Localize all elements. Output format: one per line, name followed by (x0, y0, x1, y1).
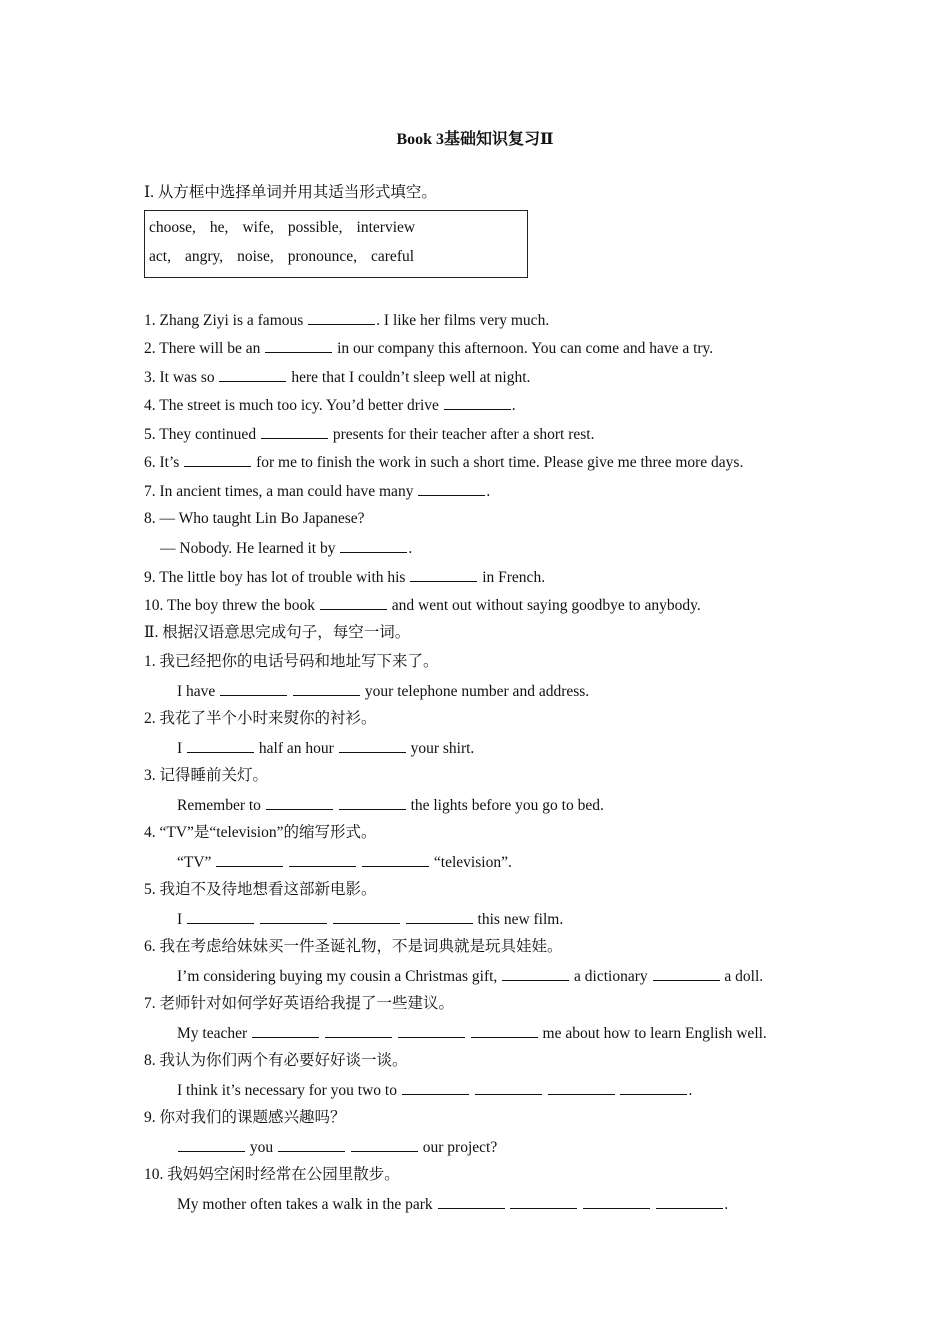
question-text: . (486, 483, 491, 500)
answer-blank[interactable] (325, 1023, 392, 1038)
question-text: 9. The little boy has lot of trouble with his (144, 569, 410, 586)
sentence-text (616, 1082, 620, 1099)
sentence-text: I have (177, 683, 220, 700)
word-box-word: careful (371, 248, 415, 265)
question-1 (144, 310, 549, 331)
word-box-word: pronounce, (287, 248, 358, 265)
sentence-text (357, 854, 361, 871)
question-text: 5. They continued (144, 426, 260, 443)
question-9 (144, 567, 545, 588)
translation-5-english (177, 909, 563, 930)
translation-7-chinese: 7. 老师针对如何学好英语给我提了一些建议。 (144, 995, 455, 1012)
sentence-text: My mother often takes a walk in the park (177, 1196, 437, 1213)
word-box-word: noise, (237, 248, 274, 265)
sentence-text: a dictionary (570, 968, 652, 985)
sentence-text (506, 1196, 510, 1213)
translation-5-chinese: 5. 我迫不及待地想看这部新电影。 (144, 881, 377, 898)
question-8-answer (160, 538, 412, 559)
question-3 (144, 367, 530, 388)
sentence-text: I’m considering buying my cousin a Christmas gift, (177, 968, 502, 985)
translation-8-chinese: 8. 我认为你们两个有必要好好谈一谈。 (144, 1052, 408, 1069)
answer-blank[interactable] (620, 1080, 687, 1095)
answer-blank[interactable] (351, 1137, 418, 1152)
answer-blank[interactable] (471, 1023, 538, 1038)
sentence-text (328, 911, 332, 928)
sentence-text (651, 1196, 655, 1213)
translation-4-english (177, 852, 512, 873)
answer-blank[interactable] (418, 481, 485, 496)
answer-blank[interactable] (548, 1080, 615, 1095)
sentence-text: I think it’s necessary for you two to (177, 1082, 401, 1099)
word-box-word: act, (149, 248, 171, 265)
page-title: Book 3基础知识复习Ⅱ (396, 131, 554, 148)
answer-blank[interactable] (406, 909, 473, 924)
question-7 (144, 481, 490, 502)
question-5 (144, 424, 594, 445)
answer-blank[interactable] (278, 1137, 345, 1152)
sentence-text: My teacher (177, 1025, 252, 1042)
question-text: 2. There will be an (144, 340, 265, 357)
sentence-text: . (688, 1082, 693, 1099)
sentence-text (543, 1082, 547, 1099)
sentence-text (401, 911, 405, 928)
question-2 (144, 338, 713, 359)
answer-blank[interactable] (265, 338, 332, 353)
answer-blank[interactable] (260, 909, 327, 924)
question-text: 8. — Who taught Lin Bo Japanese? (144, 510, 365, 527)
translation-6-english (177, 966, 763, 987)
translation-8-english (177, 1080, 692, 1101)
question-text: here that I couldn’t sleep well at night. (287, 369, 531, 386)
sentence-text: “television”. (430, 854, 512, 871)
sentence-text: you (246, 1139, 277, 1156)
translation-10-chinese: 10. 我妈妈空闲时经常在公园里散步。 (144, 1166, 400, 1183)
word-box-row-2 (149, 248, 428, 266)
sentence-text (578, 1196, 582, 1213)
sentence-text (288, 683, 292, 700)
sentence-text: your shirt. (406, 740, 475, 757)
sentence-text: “TV” (177, 854, 216, 871)
translation-1-chinese: 1. 我已经把你的电话号码和地址写下来了。 (144, 653, 439, 670)
question-text: 3. It was so (144, 369, 219, 386)
word-box-word: possible, (287, 219, 343, 236)
question-text: and went out without saying goodbye to anybody. (387, 597, 701, 614)
answer-blank[interactable] (339, 795, 406, 810)
answer-blank[interactable] (362, 852, 429, 867)
answer-blank[interactable] (219, 367, 286, 382)
word-box-word: choose, (149, 219, 196, 236)
sentence-text: the lights before you go to bed. (406, 797, 604, 814)
question-4 (144, 395, 516, 416)
question-text: 1. Zhang Ziyi is a famous (144, 312, 308, 329)
question-text: 6. It’s (144, 454, 184, 471)
answer-blank[interactable] (308, 310, 375, 325)
sentence-text: our project? (418, 1139, 498, 1156)
answer-blank[interactable] (220, 681, 287, 696)
answer-blank[interactable] (402, 1080, 469, 1095)
answer-blank[interactable] (398, 1023, 465, 1038)
word-box-word: interview (356, 219, 416, 236)
question-text: in French. (478, 569, 546, 586)
answer-blank[interactable] (475, 1080, 542, 1095)
sentence-text: I (177, 740, 187, 757)
answer-blank[interactable] (187, 909, 254, 924)
question-text: in our company this afternoon. You can come and have a try. (333, 340, 714, 357)
question-text: . (511, 397, 516, 414)
answer-blank[interactable] (289, 852, 356, 867)
answer-blank[interactable] (339, 738, 406, 753)
answer-blank[interactable] (261, 424, 328, 439)
sentence-text: your telephone number and address. (361, 683, 590, 700)
word-box (144, 210, 528, 278)
question-10 (144, 595, 701, 616)
question-text: — Nobody. He learned it by (160, 540, 340, 557)
sentence-text: a doll. (720, 968, 764, 985)
translation-7-english (177, 1023, 767, 1044)
answer-blank[interactable] (216, 852, 283, 867)
translation-3-chinese: 3. 记得睡前关灯。 (144, 767, 269, 784)
word-box-word: wife, (242, 219, 274, 236)
answer-blank[interactable] (438, 1194, 505, 1209)
sentence-text (470, 1082, 474, 1099)
question-text: 7. In ancient times, a man could have many (144, 483, 418, 500)
word-box-row-1 (149, 219, 429, 237)
sentence-text (466, 1025, 470, 1042)
translation-10-english (177, 1194, 728, 1215)
question-8 (144, 509, 365, 529)
answer-blank[interactable] (656, 1194, 723, 1209)
answer-blank[interactable] (184, 452, 251, 467)
section1-heading: Ⅰ. 从方框中选择单词并用其适当形式填空。 (144, 184, 437, 201)
translation-2-english (177, 738, 474, 759)
question-text: for me to finish the work in such a short time. Please give me three more days. (252, 454, 744, 471)
answer-blank[interactable] (510, 1194, 577, 1209)
sentence-text (255, 911, 259, 928)
sentence-text (320, 1025, 324, 1042)
translation-1-english (177, 681, 589, 702)
translation-6-chinese: 6. 我在考虑给妹妹买一件圣诞礼物，不是词典就是玩具娃娃。 (144, 938, 563, 955)
question-text: 4. The street is much too icy. You’d better drive (144, 397, 443, 414)
question-text: . I like her films very much. (376, 312, 550, 329)
sentence-text (346, 1139, 350, 1156)
section2-heading: Ⅱ. 根据汉语意思完成句子，每空一词。 (144, 624, 411, 641)
sentence-text: . (724, 1196, 729, 1213)
translation-3-english (177, 795, 604, 816)
answer-blank[interactable] (502, 966, 569, 981)
question-text: 10. The boy threw the book (144, 597, 319, 614)
answer-blank[interactable] (444, 395, 511, 410)
question-text: presents for their teacher after a short rest. (328, 426, 595, 443)
answer-blank[interactable] (266, 795, 333, 810)
translation-4-chinese: 4. “TV”是“television”的缩写形式。 (144, 824, 377, 841)
question-6 (144, 452, 743, 473)
sentence-text: half an hour (255, 740, 338, 757)
answer-blank[interactable] (333, 909, 400, 924)
sentence-text (393, 1025, 397, 1042)
answer-blank[interactable] (293, 681, 360, 696)
sentence-text: this new film. (473, 911, 564, 928)
answer-blank[interactable] (653, 966, 720, 981)
question-text: . (408, 540, 413, 557)
answer-blank[interactable] (410, 567, 477, 582)
translation-9-english (177, 1137, 497, 1158)
sentence-text (284, 854, 288, 871)
sentence-text: Remember to (177, 797, 265, 814)
word-box-word: angry, (184, 248, 224, 265)
answer-blank[interactable] (583, 1194, 650, 1209)
translation-2-chinese: 2. 我花了半个小时来熨你的衬衫。 (144, 710, 377, 727)
translation-9-chinese: 9. 你对我们的课题感兴趣吗？ (144, 1109, 346, 1126)
answer-blank[interactable] (178, 1137, 245, 1152)
sentence-text: me about how to learn English well. (538, 1025, 767, 1042)
answer-blank[interactable] (252, 1023, 319, 1038)
word-box-word: he, (209, 219, 229, 236)
answer-blank[interactable] (320, 595, 387, 610)
sentence-text: I (177, 911, 187, 928)
answer-blank[interactable] (340, 538, 407, 553)
sentence-text (334, 797, 338, 814)
answer-blank[interactable] (187, 738, 254, 753)
